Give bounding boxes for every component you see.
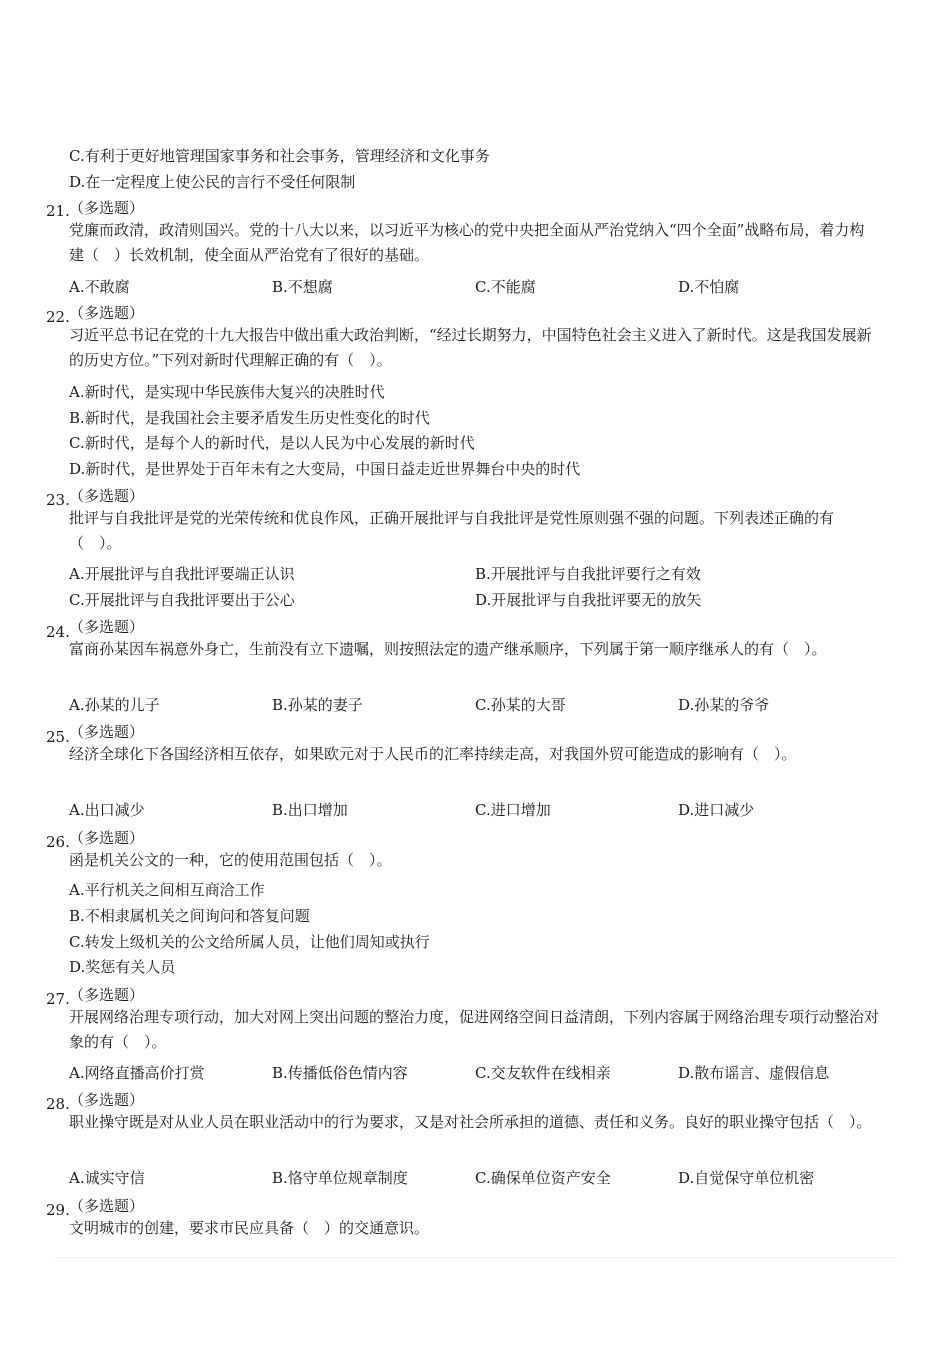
option-b: B.出口增加 <box>272 801 348 819</box>
question-stem: 文明城市的创建，要求市民应具备（ ）的交通意识。 <box>69 1219 430 1237</box>
question-type: （多选题） <box>69 829 145 847</box>
option-d: D.新时代，是世界处于百年未有之大变局，中国日益走近世界舞台中央的时代 <box>69 460 581 478</box>
option-a: A.网络直播高价打赏 <box>69 1064 205 1082</box>
question-type: （多选题） <box>69 618 145 636</box>
option-d: D.开展批评与自我批评要无的放矢 <box>475 591 702 609</box>
question-type: （多选题） <box>69 986 145 1004</box>
prev-option-d: D.在一定程度上使公民的言行不受任何限制 <box>69 173 356 191</box>
question-number: 29. <box>46 1201 70 1219</box>
question-stem: 函是机关公文的一种，它的使用范围包括（ ）。 <box>69 851 392 869</box>
question-number: 21. <box>46 202 70 220</box>
question-number: 23. <box>46 491 70 509</box>
option-c: C.开展批评与自我批评要出于公心 <box>69 591 295 609</box>
option-d: D.散布谣言、虚假信息 <box>678 1064 830 1082</box>
question-number: 22. <box>46 308 70 326</box>
option-c: C.交友软件在线相亲 <box>475 1064 611 1082</box>
question-number: 27. <box>46 990 70 1008</box>
question-type: （多选题） <box>69 304 145 322</box>
question-stem: 批评与自我批评是党的光荣传统和优良作风，正确开展批评与自我批评是党性原则强不强的问题。下列表述正确的有（ ）。 <box>69 509 835 552</box>
option-a: A.新时代，是实现中华民族伟大复兴的决胜时代 <box>69 383 385 401</box>
question-number: 24. <box>46 623 70 641</box>
option-a: A.出口减少 <box>69 801 145 819</box>
question-number: 25. <box>46 728 70 746</box>
question-number: 28. <box>46 1095 70 1113</box>
option-b: B.恪守单位规章制度 <box>272 1169 408 1187</box>
option-d: D.奖惩有关人员 <box>69 958 176 976</box>
option-d: D.孙某的爷爷 <box>678 696 770 714</box>
question-stem: 职业操守既是对从业人员在职业活动中的行为要求，又是对社会所承担的道德、责任和义务。良好的职业操守包括（ ）。 <box>69 1113 872 1131</box>
option-b: B.不相隶属机关之间询问和答复问题 <box>69 907 310 925</box>
option-c: C.新时代，是每个人的新时代，是以人民为中心发展的新时代 <box>69 434 475 452</box>
option-d: D.自觉保守单位机密 <box>678 1169 815 1187</box>
question-stem: 党廉而政清，政清则国兴。党的十八大以来，以习近平为核心的党中央把全面从严治党纳入“四个全面”战略布局，着力构建（ ）长效机制，使全面从严治党有了很好的基础。 <box>69 221 865 264</box>
question-stem: 富商孙某因车祸意外身亡，生前没有立下遗嘱，则按照法定的遗产继承顺序，下列属于第一顺序继承人的有（ ）。 <box>69 640 827 658</box>
option-b: B.传播低俗色情内容 <box>272 1064 408 1082</box>
option-a: A.孙某的儿子 <box>69 696 160 714</box>
option-c: C.确保单位资产安全 <box>475 1169 611 1187</box>
question-type: （多选题） <box>69 199 145 217</box>
question-stem: 习近平总书记在党的十九大报告中做出重大政治判断，“经过长期努力，中国特色社会主义进入了新时代。这是我国发展新的历史方位。”下列对新时代理解正确的有（ ）。 <box>69 326 872 369</box>
question-type: （多选题） <box>69 723 145 741</box>
option-b: B.开展批评与自我批评要行之有效 <box>475 565 701 583</box>
option-c: C.不能腐 <box>475 278 536 296</box>
option-a: A.平行机关之间相互商洽工作 <box>69 881 265 899</box>
option-b: B.孙某的妻子 <box>272 696 363 714</box>
question-type: （多选题） <box>69 487 145 505</box>
question-type: （多选题） <box>69 1091 145 1109</box>
footer-divider <box>55 1257 897 1258</box>
question-stem: 开展网络治理专项行动，加大对网上突出问题的整治力度，促进网络空间日益清朗，下列内容属于网络治理专项行动整治对象的有（ ）。 <box>69 1008 880 1051</box>
question-type: （多选题） <box>69 1197 145 1215</box>
option-d: D.进口减少 <box>678 801 755 819</box>
option-b: B.不想腐 <box>272 278 333 296</box>
option-c: C.进口增加 <box>475 801 551 819</box>
option-d: D.不怕腐 <box>678 278 740 296</box>
option-c: C.转发上级机关的公文给所属人员，让他们周知或执行 <box>69 933 430 951</box>
option-a: A.诚实守信 <box>69 1169 145 1187</box>
option-a: A.开展批评与自我批评要端正认识 <box>69 565 295 583</box>
question-number: 26. <box>46 833 70 851</box>
question-stem: 经济全球化下各国经济相互依存，如果欧元对于人民币的汇率持续走高，对我国外贸可能造成的影响有（ ）。 <box>69 745 797 763</box>
prev-option-c: C.有利于更好地管理国家事务和社会事务，管理经济和文化事务 <box>69 147 490 165</box>
option-b: B.新时代，是我国社会主要矛盾发生历史性变化的时代 <box>69 409 430 427</box>
option-a: A.不敢腐 <box>69 278 130 296</box>
option-c: C.孙某的大哥 <box>475 696 566 714</box>
